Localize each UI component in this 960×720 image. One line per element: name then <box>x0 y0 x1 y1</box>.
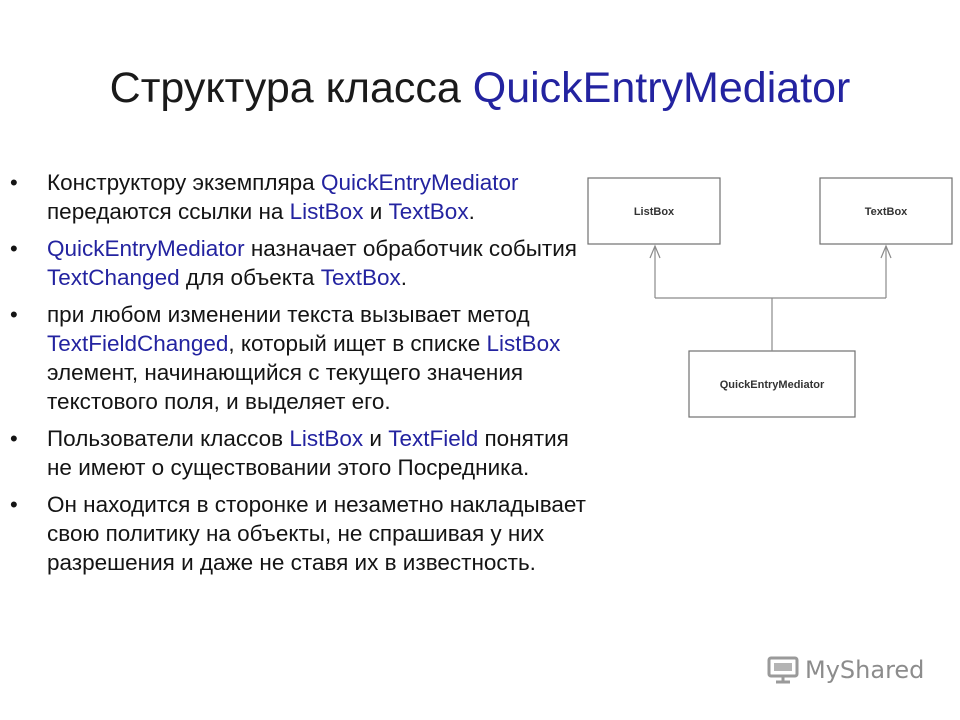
bullet-item <box>10 168 590 226</box>
bullet-text: при любом изменении текста вызывает метод <box>47 302 530 327</box>
bullet-text: и <box>363 199 389 224</box>
bullet-item <box>10 234 590 292</box>
bullet-text: Конструктору экземпляра <box>47 170 321 195</box>
listbox-box <box>588 178 720 244</box>
watermark <box>767 654 924 686</box>
bullet-code-term: TextFieldChanged <box>47 331 229 356</box>
bullet-text: Он находится в сторонке и незаметно накладывает свою политику на объекты, не спрашивая у них разрешения и даже не ставя их в известность. <box>47 492 586 575</box>
dependency-connector <box>650 246 891 351</box>
bullet-text: , который ищет в списке <box>228 331 487 356</box>
title-highlight: QuickEntryMediator <box>472 64 851 112</box>
slide-title <box>0 58 960 118</box>
bullet-text: . <box>400 265 408 290</box>
bullet-list <box>10 168 590 585</box>
bullet-dot-icon: • <box>10 170 18 195</box>
bullet-code-term: QuickEntryMediator <box>47 236 245 261</box>
title-prefix: Структура класса <box>109 64 473 112</box>
bullet-text: Пользователи классов <box>47 426 290 451</box>
bullet-code-term: QuickEntryMediator <box>320 170 519 195</box>
bullet-text: назначает обработчик события <box>244 236 577 261</box>
listbox-label: ListBox <box>633 206 675 218</box>
bullet-text: . <box>468 199 475 224</box>
bullet-item <box>10 490 590 577</box>
presentation-icon <box>767 654 799 686</box>
bullet-item <box>10 424 590 482</box>
bullet-dot-icon: • <box>10 492 18 517</box>
bullet-code-term: ListBox <box>289 426 364 451</box>
bullet-code-term: TextBox <box>320 265 401 290</box>
bullet-dot-icon: • <box>10 302 18 327</box>
textbox-label: TextBox <box>864 206 908 218</box>
mediator-label: QuickEntryMediator <box>719 379 825 391</box>
bullet-dot-icon: • <box>10 236 18 261</box>
mediator-box <box>689 351 855 417</box>
bullet-code-term: TextBox <box>388 199 469 224</box>
bullet-text: и <box>363 426 389 451</box>
textbox-box <box>820 178 952 244</box>
bullet-item <box>10 300 590 416</box>
bullet-code-term: TextChanged <box>47 265 180 290</box>
watermark-text: MyShared <box>805 656 925 684</box>
bullet-text: элемент, начинающийся с текущего значения текстового поля, и выделяет его. <box>47 360 524 414</box>
bullet-text: передаются ссылки на <box>47 199 290 224</box>
bullet-code-term: TextField <box>388 426 479 451</box>
bullet-code-term: ListBox <box>486 331 561 356</box>
bullet-dot-icon: • <box>10 426 18 451</box>
bullet-text: для объекта <box>179 265 321 290</box>
bullet-code-term: ListBox <box>289 199 364 224</box>
class-diagram <box>586 176 956 426</box>
bullet-text: понятия не имеют о существовании этого Посредника. <box>47 426 569 480</box>
